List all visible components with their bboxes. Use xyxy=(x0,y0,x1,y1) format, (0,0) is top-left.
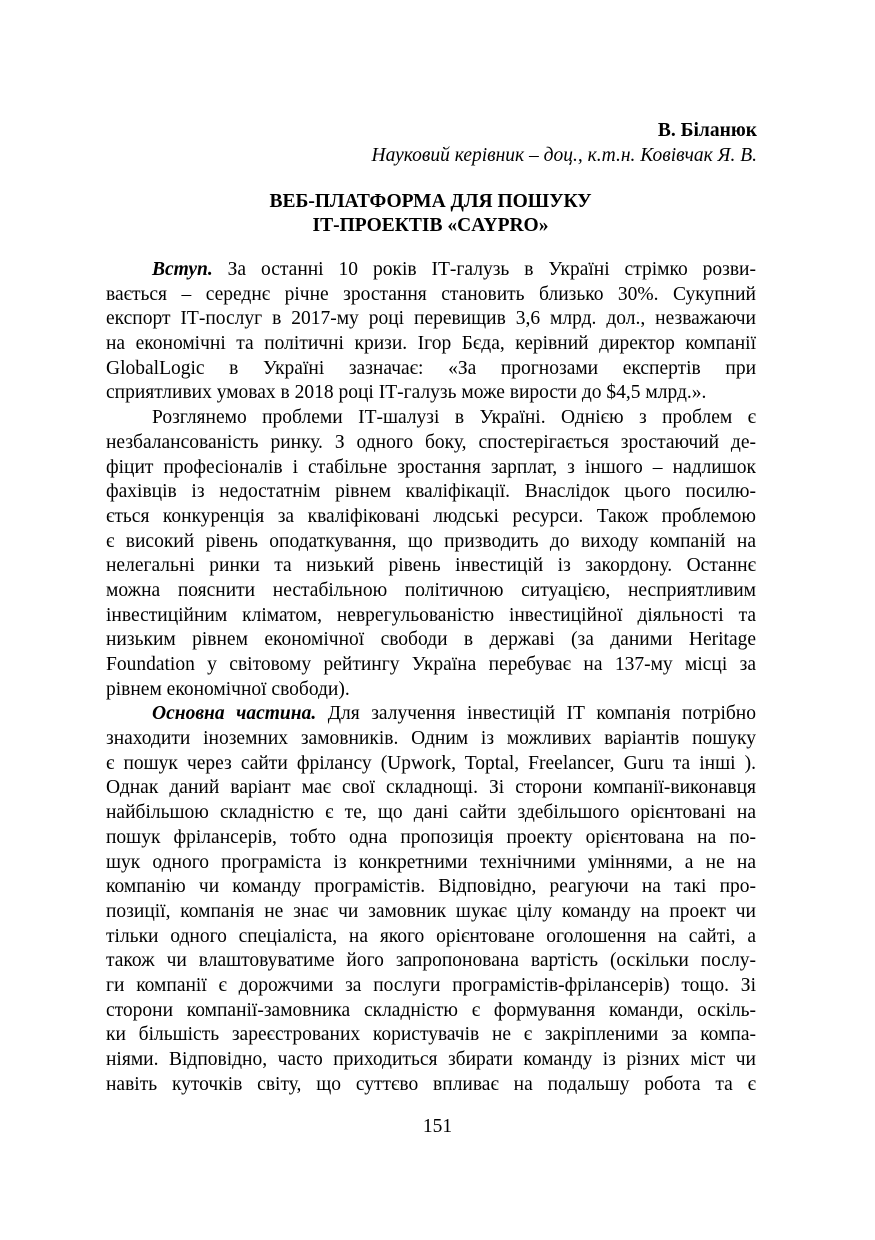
paragraph-2-line: інвестиційним кліматом, неврегульованістю інвестиційної діяльності та xyxy=(106,604,756,626)
paragraph-2-line: Foundation у світовому рейтингу Україна перебуває на 137-му місці за xyxy=(106,654,756,675)
intro-heading: Вступ. xyxy=(152,259,213,280)
paragraph-3-line: сторони компанії-замовника складністю є формування команди, оскіль- xyxy=(106,999,756,1021)
author-name: В. Біланюк xyxy=(657,120,757,141)
paragraph-2-line: можна пояснити нестабільною політичною ситуацією, несприятливим xyxy=(106,579,756,601)
paragraph-1-line: GlobalLogic в Україні зазначає: «За прогнозами експертів при xyxy=(106,357,756,379)
paragraph-3-line: тільки одного спеціаліста, на якого орієнтоване оголошення на сайті, а xyxy=(106,925,756,947)
paragraph-3-line: найбільшою складністю є те, що дані сайти здебільшого орієнтовані на xyxy=(106,802,756,824)
paragraph-3-line: ги компанії є дорожчими за послуги програмістів-фрілансерів) тощо. Зі xyxy=(106,974,756,996)
body-text xyxy=(106,258,756,1097)
paragraph-1-line: вається – середнє річне зростання становить близько 30%. Сукупний xyxy=(106,283,756,305)
supervisor-line: Науковий керівник – доц., к.т.н. Ковівчак Я. В. xyxy=(371,145,757,166)
paragraph-1-line: на економічні та політичні кризи. Ігор Бєда, керівний директор компанії xyxy=(106,333,756,355)
paragraph-2-line: низьким рівнем економічної свободи в державі (за даними Heritage xyxy=(106,629,756,651)
paragraph-2-line: рівнем економічної свободи). xyxy=(106,678,350,700)
paragraph-3-line: пошук фрілансерів, тобто одна пропозиція проекту орієнтована на по- xyxy=(106,826,756,848)
paragraph-2-line: фіцит професіоналів і стабільне зростання зарплат, з іншого – надлишок xyxy=(106,456,756,478)
paragraph-3-line: є пошук через сайти фрілансу (Upwork, Toptal, Freelancer, Guru та інші ). xyxy=(106,752,756,774)
paragraph-3-line: знаходити іноземних замовників. Одним із можливих варіантів пошуку xyxy=(106,728,756,750)
paragraph-3-line: Основна частина. Для залучення інвестицій ІТ компанія потрібно xyxy=(152,703,756,725)
paragraph-3-line: шук одного програміста із конкретними технічними уміннями, а не на xyxy=(106,851,756,873)
paragraph-3-line: навіть куточків світу, що суттєво впливає на подальшу робота та є xyxy=(106,1073,756,1095)
paragraph-2-line: фахівців із недостатнім рівнем кваліфікації. Внаслідок цього посилю- xyxy=(106,481,756,503)
paragraph-2-line: незбалансованість ринку. З одного боку, спостерігається зростаючий де- xyxy=(106,431,756,453)
paper-title-line-2: ІТ-ПРОЕКТІВ «CAYPRO» xyxy=(312,215,549,236)
paragraph-3-line: також чи влаштовуватиме його запропонована вартість (оскільки послу- xyxy=(106,950,756,972)
page-number: 151 xyxy=(422,1116,453,1137)
paragraph-3-line: позиції, компанія не знає чи замовник шукає цілу команду на проект чи xyxy=(106,900,756,922)
paragraph-3-line: ніями. Відповідно, часто приходиться збирати команду із різних міст чи xyxy=(106,1049,756,1070)
paragraph-2-line: нелегальні ринки та низький рівень інвестицій із закордону. Останнє xyxy=(106,555,756,577)
paragraph-1-line: експорт ІТ-послуг в 2017-му році перевищив 3,6 млрд. дол., незважаючи xyxy=(106,308,756,330)
paper-title-line-1: ВЕБ-ПЛАТФОРМА ДЛЯ ПОШУКУ xyxy=(269,191,592,212)
paragraph-2-line: ється конкуренція за кваліфіковані людські ресурси. Також проблемою xyxy=(106,505,756,527)
paragraph-1-line: сприятливих умовах в 2018 році ІТ-галузь може вирости до $4,5 млрд.». xyxy=(106,382,707,404)
main-part-heading: Основна частина. xyxy=(152,703,317,725)
paragraph-3-line: ки більшість зареєстрованих користувачів не є закріпленими за компа- xyxy=(106,1024,756,1046)
paragraph-1-line: Вступ. За останні 10 років ІТ-галузь в Україні стрімко розви- xyxy=(152,259,756,280)
paragraph-3-line: Однак даний варіант має свої складнощі. Зі сторони компанії-виконавця xyxy=(106,777,756,799)
paragraph-2-line: Розглянемо проблеми ІТ-шалузі в Україні. Однією з проблем є xyxy=(152,407,756,429)
paragraph-3-line: компанію чи команду програмістів. Відповідно, реагуючи на такі про- xyxy=(106,876,756,898)
paragraph-2-line: є високий рівень оподаткування, що призводить до виходу компаній на xyxy=(106,530,756,552)
